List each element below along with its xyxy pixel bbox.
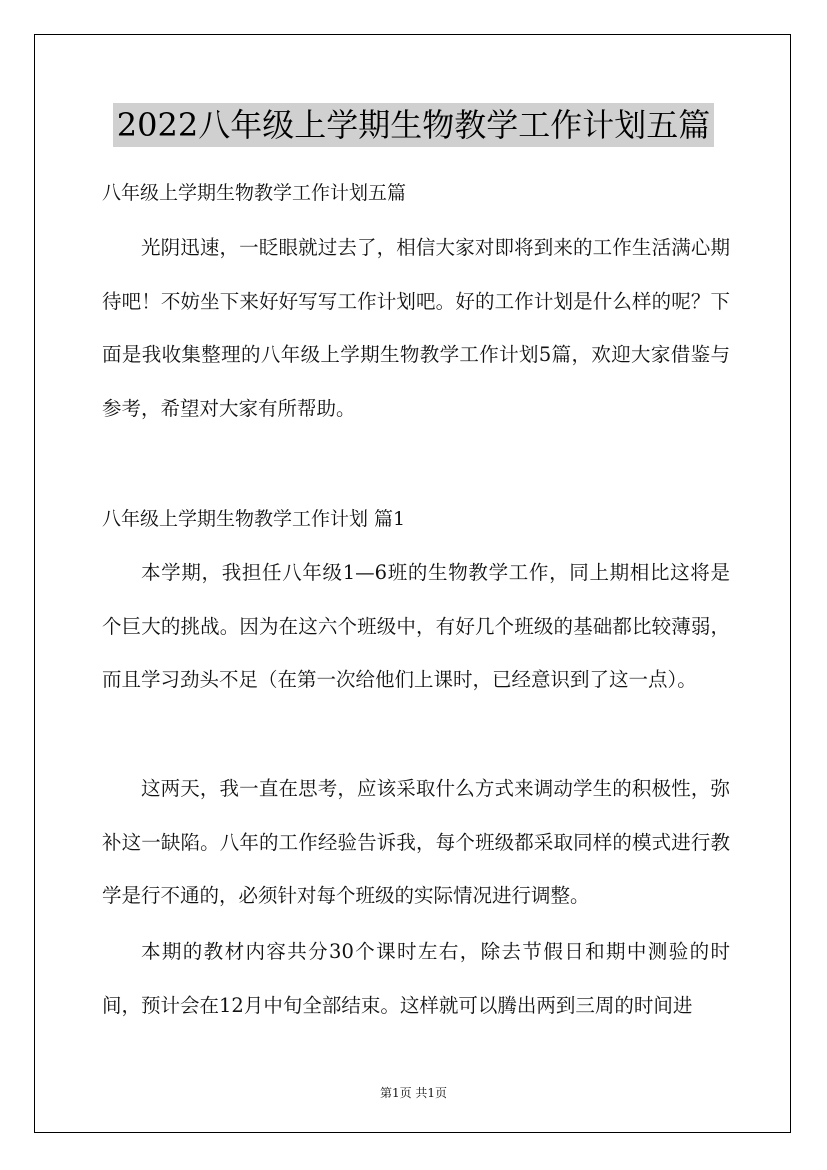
title-container: [0, 103, 827, 147]
document-title: 2022八年级上学期生物教学工作计划五篇: [113, 103, 714, 147]
page-footer: 第1页 共1页: [379, 1086, 448, 1100]
section-heading: 八年级上学期生物教学工作计划 篇1: [102, 508, 406, 530]
intro-paragraph: 光阴迅速，一眨眼就过去了，相信大家对即将到来的工作生活满心期待吧！不妨坐下来好好写写工作计划吧。好的工作计划是什么样的呢？下面是我收集整理的八年级上学期生物教学工作计划5篇，欢迎大家借鉴与参考，希望对大家有所帮助。: [102, 236, 730, 420]
body-paragraph-1: 本学期，我担任八年级1—6班的生物教学工作，同上期相比这将是个巨大的挑战。因为在这六个班级中，有好几个班级的基础都比较薄弱，而且学习劲头不足（在第一次给他们上课时，已经意识到了这一点）。: [102, 561, 730, 691]
body-paragraph-2: 这两天，我一直在思考，应该采取什么方式来调动学生的积极性，弥补这一缺陷。八年的工作经验告诉我，每个班级都采取同样的模式进行教学是行不通的，必须针对每个班级的实际情况进行调整。: [102, 777, 730, 907]
intro-heading: 八年级上学期生物教学工作计划五篇: [102, 182, 407, 204]
body-paragraph-3: 本期的教材内容共分30个课时左右，除去节假日和期中测验的时间，预计会在12月中旬全部结束。这样就可以腾出两到三周的时间进: [102, 940, 730, 1017]
